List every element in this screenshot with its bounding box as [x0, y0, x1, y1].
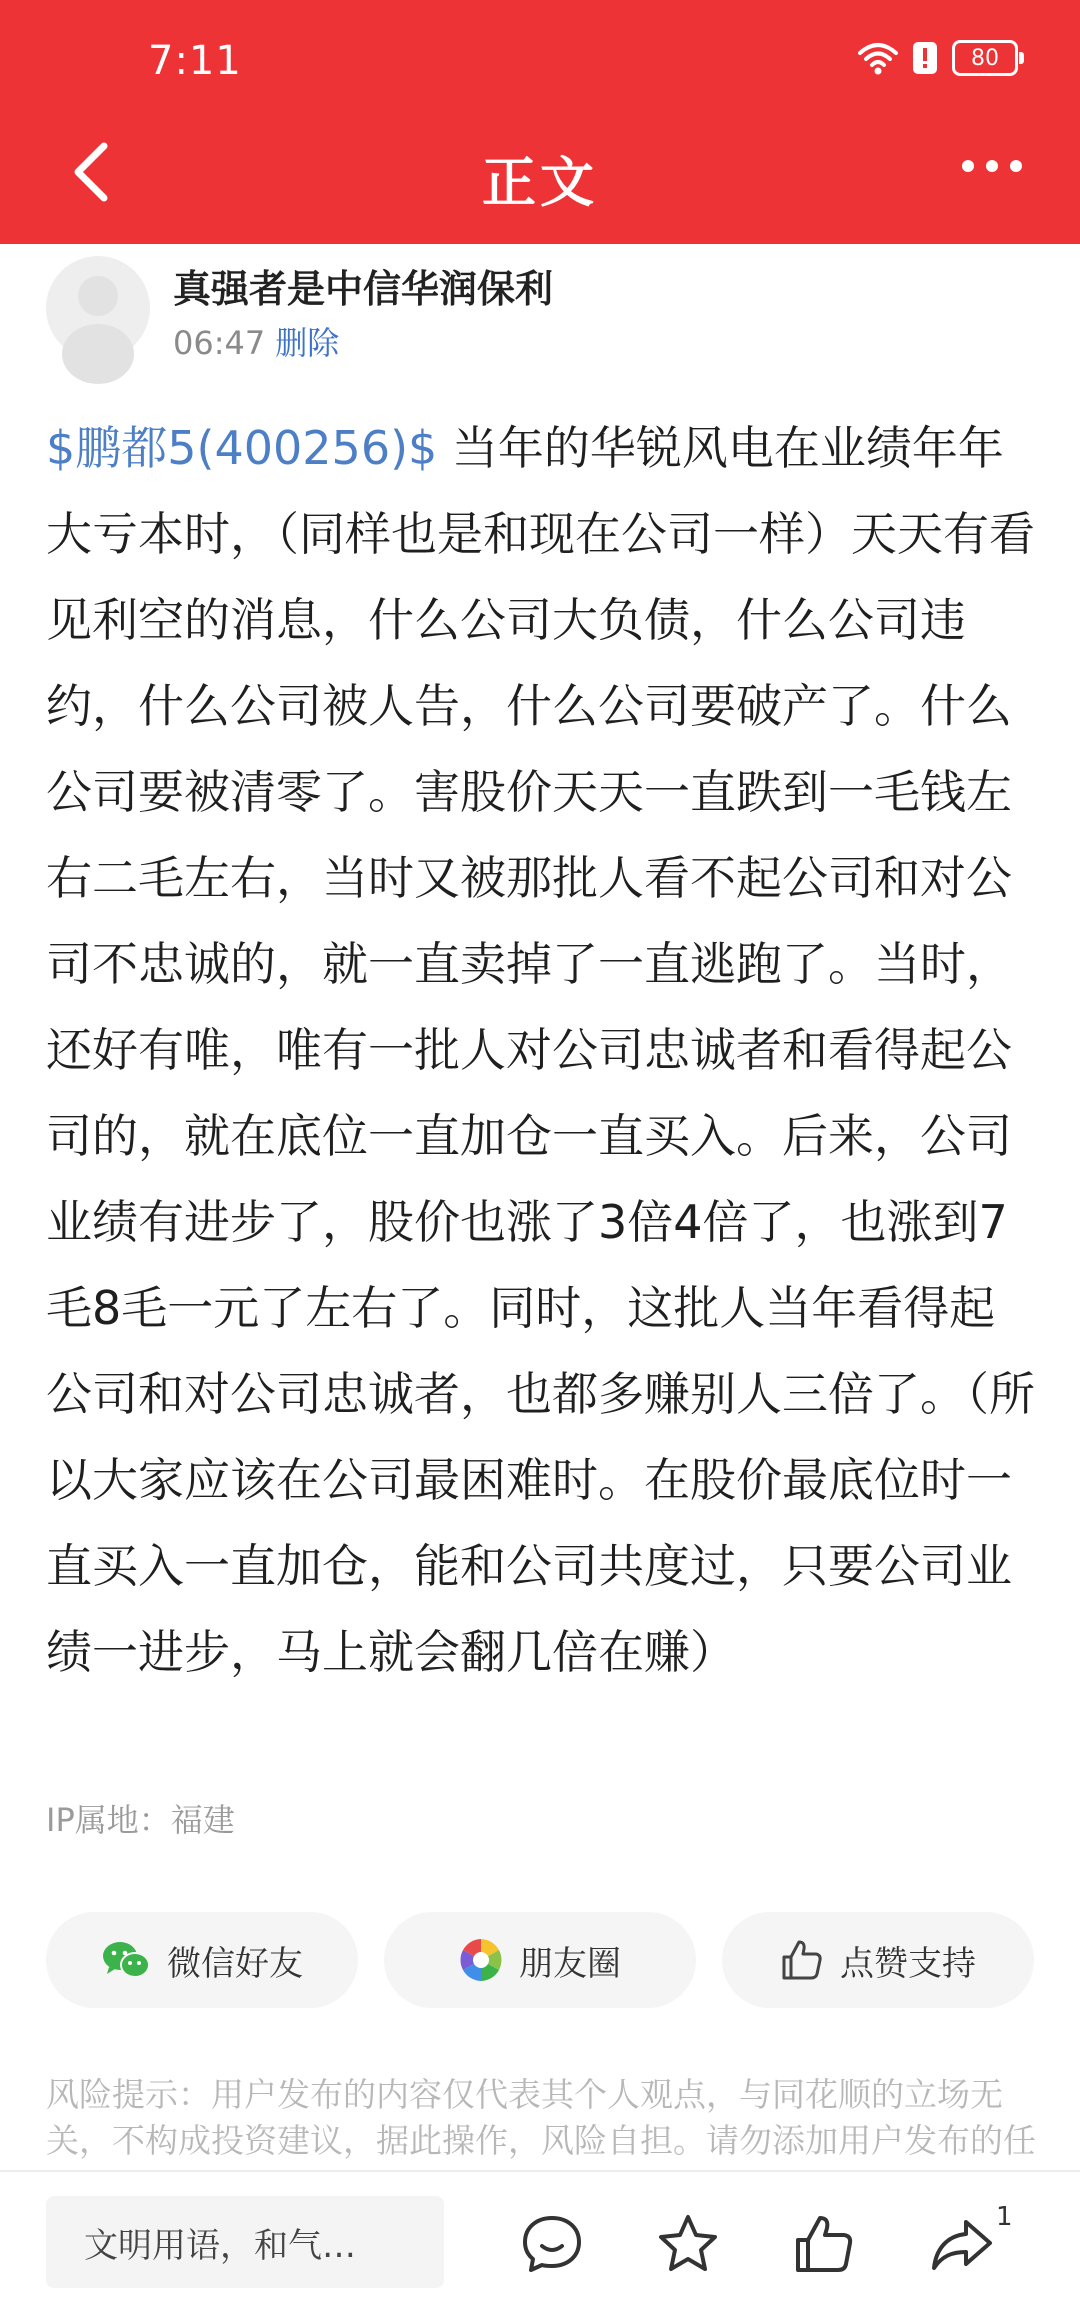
delete-button[interactable]: 删除: [275, 324, 340, 362]
alert-icon: [912, 41, 938, 75]
risk-notice-text: 风险提示：用户发布的内容仅代表其个人观点，与同花顺的立场无关，不构成投资建议，据此操作，风险自担。请勿添加用户发布的任: [46, 2075, 1036, 2160]
share-arrow-icon: [930, 2212, 994, 2276]
bottom-bar: [0, 2170, 1080, 2312]
post-time: 06:47: [173, 324, 266, 362]
default-avatar-icon: [46, 256, 150, 360]
post-body: [46, 405, 1036, 1695]
battery-level: 80: [971, 45, 999, 71]
status-icons: [858, 40, 1018, 76]
thumbs-up-icon: [792, 2212, 856, 2276]
risk-notice: [46, 2072, 1036, 2172]
moments-icon: [459, 1938, 503, 1982]
wechat-icon: [101, 1940, 151, 1980]
page-title: 正文: [482, 151, 598, 214]
stock-link[interactable]: $鹏都5(400256)$: [46, 421, 438, 475]
wifi-icon: [858, 41, 898, 75]
post-meta: [173, 318, 339, 364]
share-moments-button[interactable]: [384, 1912, 696, 2008]
like-button[interactable]: [792, 2212, 856, 2276]
like-support-button[interactable]: [722, 1912, 1034, 2008]
avatar[interactable]: [46, 256, 150, 360]
star-icon: [656, 2212, 720, 2276]
dot-icon: [1010, 160, 1022, 172]
dot-icon: [962, 160, 974, 172]
like-support-label: 点赞支持: [840, 1943, 976, 1984]
post-text: 当年的华锐风电在业绩年年大亏本时，（同样也是和现在公司一样）天天有看见利空的消息，什么公司大负债，什么公司违约，什么公司被人告，什么公司要破产了。什么公司要被清零了。害股价天天一直跌到一毛钱左右二毛左右，当时又被那批人看不起公司和对公司不忠诚的，就一直卖掉了一直逃跑了。当时，还好有唯，唯有一批人对公司忠诚者和看得起公司的，就在底位一直加仓一直买入。后来，公司业绩有进步了，股价也涨了3倍4倍了，也涨到7毛8毛一元了左右了。同时，这批人当年看得起公司和对公司忠诚者，也都多赚别人三倍了。（所以大家应该在公司最困难时。在股价最底位时一直买入一直加仓，能和公司共度过，只要公司业绩一进步，马上就会翻几倍在赚）: [46, 421, 1035, 1679]
comment-input[interactable]: [46, 2196, 444, 2288]
comment-bubble-icon: [520, 2212, 584, 2276]
share-button[interactable]: [930, 2212, 994, 2276]
battery-icon: [952, 40, 1018, 76]
ip-location: IP属地：福建: [46, 1801, 235, 1839]
favorite-button[interactable]: [656, 2212, 720, 2276]
dot-icon: [986, 160, 998, 172]
comment-placeholder: 文明用语，和气…: [84, 2225, 356, 2266]
more-options-button[interactable]: [952, 150, 1032, 182]
share-wechat-button[interactable]: [46, 1912, 358, 2008]
share-wechat-label: 微信好友: [167, 1943, 303, 1984]
author-name[interactable]: 真强者是中信华润保利: [173, 267, 554, 311]
share-moments-label: 朋友圈: [519, 1943, 621, 1984]
share-row: [46, 1912, 1034, 2008]
thumbs-up-icon: [780, 1939, 824, 1981]
share-count: 1: [996, 2202, 1013, 2232]
top-header: [0, 0, 1080, 244]
status-time: 7:11: [148, 38, 242, 84]
comment-button[interactable]: [520, 2212, 584, 2276]
